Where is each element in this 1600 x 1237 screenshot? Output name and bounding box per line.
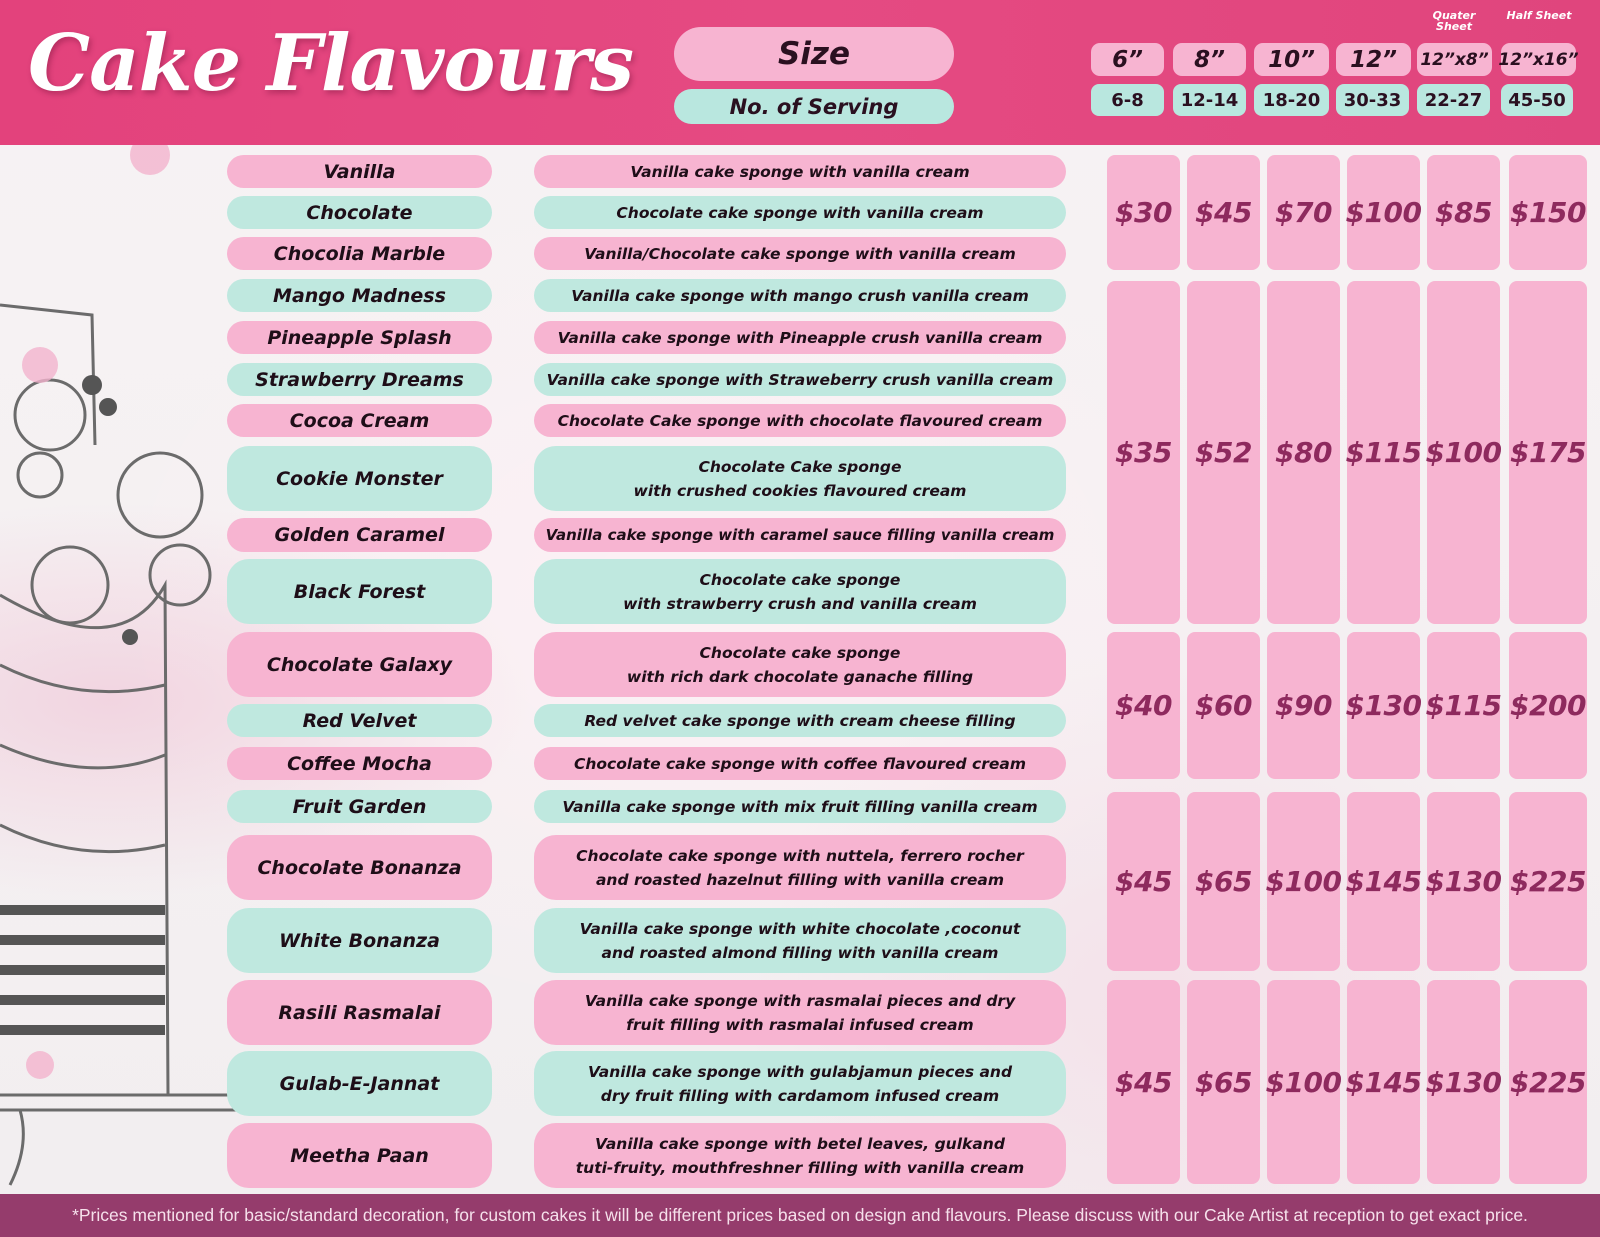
price-cell: $115 [1427, 632, 1500, 779]
price-cell: $225 [1509, 980, 1587, 1184]
price-cell: $150 [1509, 155, 1587, 270]
flavour-desc: Vanilla/Chocolate cake sponge with vanilla cream [534, 237, 1066, 270]
flavour-desc: Vanilla cake sponge with Pineapple crush vanilla cream [534, 321, 1066, 354]
serving-half-sheet: 45-50 [1501, 84, 1573, 116]
flavour-desc: Chocolate cake sponge with strawberry crush and vanilla cream [534, 559, 1066, 624]
price-cell: $80 [1267, 281, 1340, 624]
price-cell: $130 [1427, 792, 1500, 971]
flavour-desc: Vanilla cake sponge with vanilla cream [534, 155, 1066, 188]
flavour-name: Mango Madness [227, 279, 492, 312]
price-cell: $45 [1107, 980, 1180, 1184]
price-cell: $200 [1509, 632, 1587, 779]
price-cell: $100 [1267, 980, 1340, 1184]
serving-12: 30-33 [1336, 84, 1409, 116]
flavour-name: Cocoa Cream [227, 404, 492, 437]
flavour-desc: Chocolate cake sponge with coffee flavoured cream [534, 747, 1066, 780]
price-cell: $30 [1107, 155, 1180, 270]
price-cell: $145 [1347, 980, 1420, 1184]
flavour-desc: Chocolate cake sponge with nuttela, ferrero rocher and roasted hazelnut filling with vanilla cream [534, 835, 1066, 900]
flavour-desc: Chocolate cake sponge with vanilla cream [534, 196, 1066, 229]
flavour-desc: Vanilla cake sponge with mango crush vanilla cream [534, 279, 1066, 312]
flavour-desc: Chocolate cake sponge with rich dark chocolate ganache filling [534, 632, 1066, 697]
price-cell: $130 [1427, 980, 1500, 1184]
flavour-desc: Chocolate Cake sponge with crushed cookies flavoured cream [534, 446, 1066, 511]
flavour-desc: Chocolate Cake sponge with chocolate flavoured cream [534, 404, 1066, 437]
price-cell: $100 [1267, 792, 1340, 971]
serving-6: 6-8 [1091, 84, 1164, 116]
price-cell: $70 [1267, 155, 1340, 270]
price-cell: $65 [1187, 792, 1260, 971]
flavour-desc: Vanilla cake sponge with white chocolate ,coconut and roasted almond filling with vanilla cream [534, 908, 1066, 973]
flavour-desc: Vanilla cake sponge with gulabjamun pieces and dry fruit filling with cardamom infused cream [534, 1051, 1066, 1116]
size-half-sheet: 12”x16” [1501, 43, 1576, 76]
flavour-name: Chocolia Marble [227, 237, 492, 270]
price-cell: $115 [1347, 281, 1420, 624]
flavour-name: Chocolate Galaxy [227, 632, 492, 697]
page-title: Cake Flavours [28, 18, 634, 109]
flavour-name: Golden Caramel [227, 518, 492, 552]
flavour-name: Cookie Monster [227, 446, 492, 511]
serving-label: No. of Serving [674, 89, 954, 124]
flavour-desc: Vanilla cake sponge with rasmalai pieces and dry fruit filling with rasmalai infused cream [534, 980, 1066, 1045]
flavour-desc: Vanilla cake sponge with Straweberry crush vanilla cream [534, 363, 1066, 396]
footer-disclaimer: *Prices mentioned for basic/standard decoration, for custom cakes it will be different prices based on design and flavours. Please discuss with our Cake Artist at reception to get exact price. [0, 1194, 1600, 1237]
size-10: 10” [1254, 43, 1329, 76]
cake-illustration [0, 145, 260, 1195]
price-cell: $45 [1107, 792, 1180, 971]
price-cell: $45 [1187, 155, 1260, 270]
price-cell: $225 [1509, 792, 1587, 971]
flavour-desc: Vanilla cake sponge with mix fruit filling vanilla cream [534, 790, 1066, 823]
price-cell: $35 [1107, 281, 1180, 624]
price-cell: $90 [1267, 632, 1340, 779]
size-label: Size [674, 27, 954, 81]
flavour-name: Red Velvet [227, 704, 492, 737]
flavour-name: Chocolate Bonanza [227, 835, 492, 900]
flavour-name: Black Forest [227, 559, 492, 624]
flavour-name: Coffee Mocha [227, 747, 492, 780]
header-bar [0, 0, 1600, 145]
flavour-name: Fruit Garden [227, 790, 492, 823]
flavour-name: Pineapple Splash [227, 321, 492, 354]
quarter-sheet-label: Quater Sheet [1432, 9, 1476, 33]
flavour-name: Strawberry Dreams [227, 363, 492, 396]
flavour-name: White Bonanza [227, 908, 492, 973]
flavour-name: Rasili Rasmalai [227, 980, 492, 1045]
serving-10: 18-20 [1254, 84, 1329, 116]
price-cell: $52 [1187, 281, 1260, 624]
serving-quarter-sheet: 22-27 [1417, 84, 1490, 116]
flavour-name: Meetha Paan [227, 1123, 492, 1188]
flavour-desc: Red velvet cake sponge with cream cheese filling [534, 704, 1066, 737]
price-cell: $100 [1347, 155, 1420, 270]
flavour-name: Vanilla [227, 155, 492, 188]
price-cell: $65 [1187, 980, 1260, 1184]
price-cell: $85 [1427, 155, 1500, 270]
flavour-name: Chocolate [227, 196, 492, 229]
size-6: 6” [1091, 43, 1164, 76]
price-cell: $40 [1107, 632, 1180, 779]
flavour-desc: Vanilla cake sponge with caramel sauce filling vanilla cream [534, 518, 1066, 552]
flavour-desc: Vanilla cake sponge with betel leaves, gulkand tuti-fruity, mouthfreshner filling with vanilla cream [534, 1123, 1066, 1188]
price-cell: $130 [1347, 632, 1420, 779]
flavour-name: Gulab-E-Jannat [227, 1051, 492, 1116]
size-quarter-sheet: 12”x8” [1417, 43, 1492, 76]
price-cell: $145 [1347, 792, 1420, 971]
price-cell: $175 [1509, 281, 1587, 624]
size-8: 8” [1173, 43, 1246, 76]
size-12: 12” [1336, 43, 1411, 76]
price-cell: $60 [1187, 632, 1260, 779]
serving-8: 12-14 [1173, 84, 1246, 116]
half-sheet-label: Half Sheet [1506, 9, 1572, 22]
price-cell: $100 [1427, 281, 1500, 624]
